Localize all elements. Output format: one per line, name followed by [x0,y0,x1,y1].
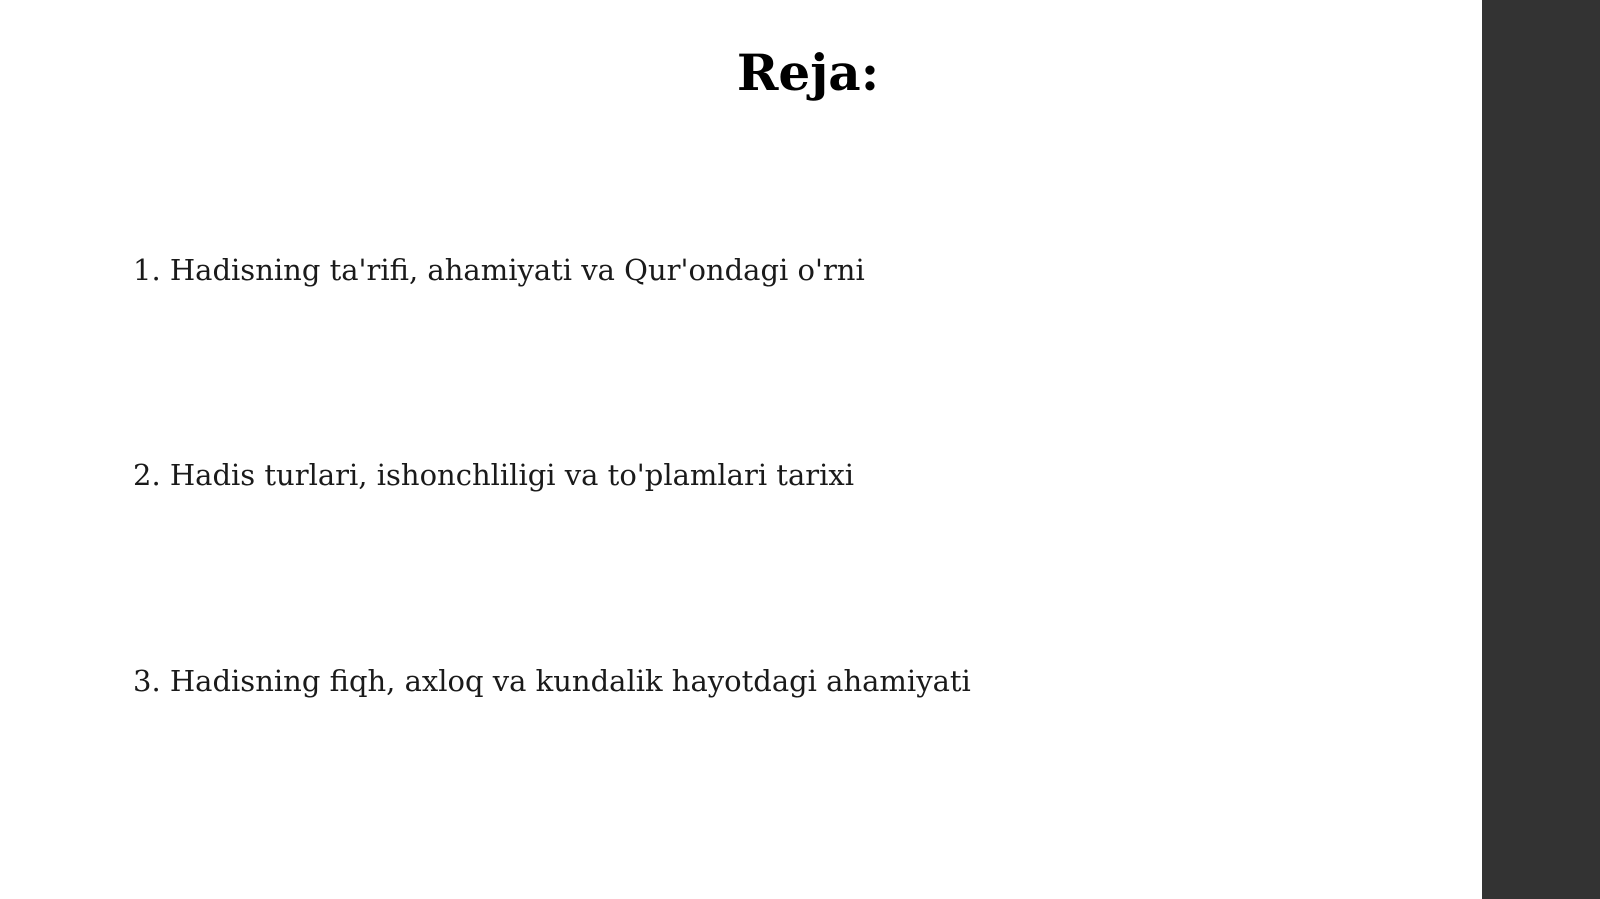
plan-item-3: 3. Hadisning fiqh, axloq va kundalik hayotdagi ahamiyati [133,664,971,698]
plan-item-2: 2. Hadis turlari, ishonchliligi va to'plamlari tarixi [133,458,855,492]
dark-side-panel [1482,0,1600,899]
plan-item-1: 1. Hadisning ta'rifi, ahamiyati va Qur'ondagi o'rni [133,253,865,287]
slide-title: Reja: [736,43,880,102]
